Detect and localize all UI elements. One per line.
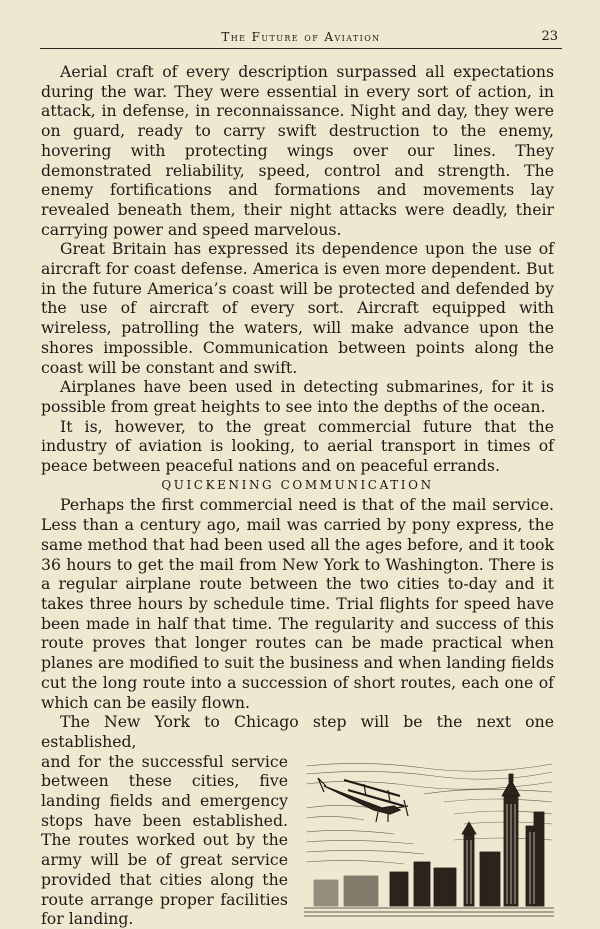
text-with-illustration [41, 751, 554, 929]
body-text [41, 62, 554, 929]
paragraph: Perhaps the first commercial need is that of the mail service. Less than a century ago, mail was carried by pony express, the same method that had been used all the ages before, and it took 36 hours to get the mail from New York to Washington. There is a regular airplane route between the two cities to-day and it takes three hours by schedule time. Trial flights for speed have been made in half that time. The regularity and success of this route proves that longer routes can be made practical when planes are modified to suit the business and when landing fields cut the long route into a succession of short routes, each one of which can be easily flown. [41, 495, 554, 712]
paragraph-lead: The New York to Chicago step will be the next one established, [41, 712, 554, 751]
paragraph: Aerial craft of every description surpassed all expectations during the war. They were essential in every sort of action, in attack, in defense, in reconnaissance. Night and day, they were on guard, ready to carry swift destruction to the enemy, hovering with protecting wings over our lines. They demonstrated reliability, speed, control and strength. The enemy fortifications and formations and movements lay revealed beneath them, their night attacks were deadly, their carrying power and speed marvelous. [41, 62, 554, 239]
paragraph: Great Britain has expressed its dependence upon the use of aircraft for coast defense. America is even more dependent. But in the future America’s coast will be protected and defended by the use of aircraft of every sort. Aircraft equipped with wireless, patrolling the waters, will make advance upon the shores impossible. Communication between points along the coast will be constant and swift. [41, 239, 554, 377]
paragraph: It is, however, to the great commercial future that the industry of aviation is looking, to aerial transport in times of peace between peaceful nations and on peaceful errands. [41, 416, 554, 476]
running-head [40, 26, 562, 49]
page-number: 23 [541, 29, 558, 44]
airplane-city-illustration [304, 756, 554, 918]
running-title: The Future of Aviation [221, 30, 381, 44]
wrapped-paragraph: and for the successful service between these cities, five landing fields and emergency stops have been established. The routes worked out by the army will be of great service provided that cities along the route arrange proper facilities for landing. [41, 751, 288, 929]
engraving-image [304, 756, 554, 918]
section-heading: QUICKENING COMMUNICATION [161, 477, 434, 492]
paragraph: Airplanes have been used in detecting submarines, for it is possible from great heights to see into the depths of the ocean. [41, 377, 554, 416]
